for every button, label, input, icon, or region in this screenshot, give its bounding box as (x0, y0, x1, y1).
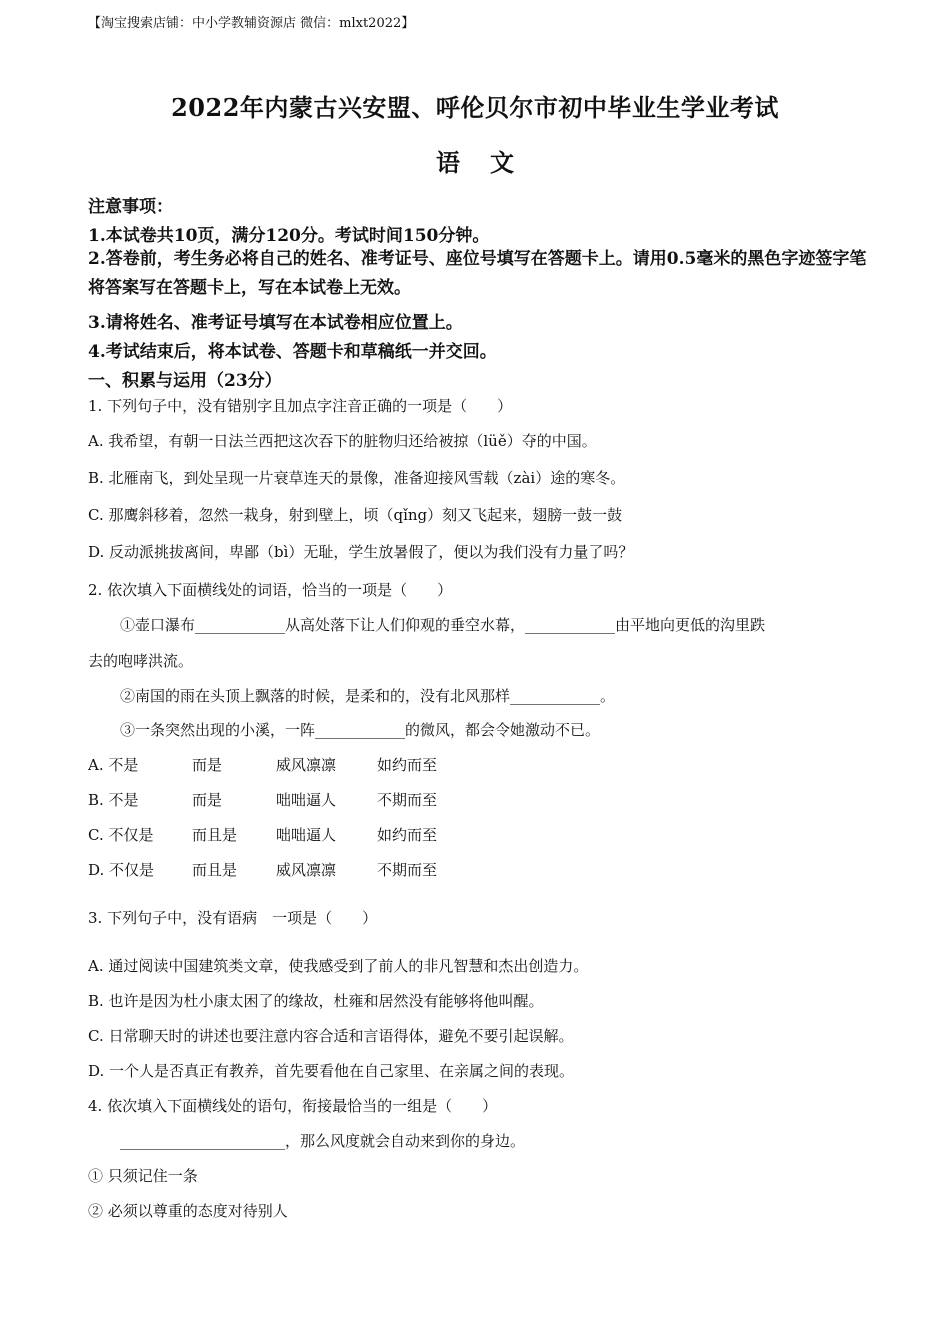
choice-row (88, 789, 437, 810)
choice-cell: B. 不是 (88, 791, 139, 809)
list-item: ① 只须记住一条 (88, 1167, 198, 1185)
choice-cell: 不期而至 (377, 861, 438, 879)
question-stem: 3. 下列句子中，没有语病 一项是（ ） (88, 909, 378, 927)
choice-row (88, 824, 437, 845)
question-stem: 2. 依次填入下面横线处的词语，恰当的一项是（ ） (88, 581, 453, 599)
option-line: A. 通过阅读中国建筑类文章，使我感受到了前人的非凡智慧和杰出创造力。 (88, 957, 589, 975)
choice-cell: 而且是 (192, 826, 238, 844)
choice-row (88, 859, 437, 880)
question-stem: 1. 下列句子中，没有错别字且加点字注音正确的一项是（ ） (88, 397, 513, 415)
choice-cell: 咄咄逼人 (276, 826, 337, 844)
option-line: D. 一个人是否真正有教养，首先要看他在自己家里、在亲属之间的表现。 (88, 1062, 575, 1080)
fill-sentence: ②南国的雨在头顶上飘落的时候，是柔和的，没有北风那样____________。 (120, 687, 616, 705)
option-line: C. 日常聊天时的讲述也要注意内容合适和言语得体，避免不要引起误解。 (88, 1027, 574, 1045)
question-stem: 4. 依次填入下面横线处的语句，衔接最恰当的一组是（ ） (88, 1097, 498, 1115)
option-line: A. 我希望，有朝一日法兰西把这次吞下的脏物归还给被掠（lüě）夺的中国。 (88, 432, 597, 450)
choice-cell: 咄咄逼人 (276, 791, 337, 809)
choice-cell: 威风凛凛 (276, 861, 337, 879)
choice-cell: C. 不仅是 (88, 826, 154, 844)
list-item: ② 必须以尊重的态度对待别人 (88, 1202, 288, 1220)
header-note: 【淘宝搜索店铺：中小学教辅资源店 微信：mlxt2022】 (88, 16, 415, 31)
choice-cell: 而是 (192, 791, 223, 809)
section-heading: 一、积累与运用（23分） (88, 371, 282, 391)
choice-row (88, 754, 437, 775)
notice-item: 4.考试结束后，将本试卷、答题卡和草稿纸一并交回。 (88, 342, 497, 362)
choice-cell: D. 不仅是 (88, 861, 155, 879)
choice-cell: 如约而至 (377, 756, 438, 774)
notice-item: 1.本试卷共10页，满分120分。考试时间150分钟。 (88, 226, 490, 246)
choice-cell: A. 不是 (88, 756, 139, 774)
choice-cell: 威风凛凛 (276, 756, 337, 774)
subject-title: 语文 (436, 148, 544, 177)
choice-cell: 而是 (192, 756, 223, 774)
option-line: D. 反动派挑拔离间，卑鄙（bì）无耻，学生放暑假了，便以为我们没有力量了吗？ (88, 543, 634, 561)
choice-cell: 如约而至 (377, 826, 438, 844)
choice-cell: 不期而至 (377, 791, 438, 809)
notice-item: 2.答卷前，考生务必将自己的姓名、准考证号、座位号填写在答题卡上。请用0.5毫米的黑色字迹签字笔将答案写在答题卡上，写在本试卷上无效。 (88, 249, 867, 298)
option-line: C. 那鹰斜移着，忽然一栽身，射到壁上，顷（qǐng）刻又飞起来，翅膀一鼓一鼓 (88, 506, 623, 524)
fill-sentence: ______________________，那么风度就会自动来到你的身边。 (120, 1132, 526, 1150)
choice-cell: 而且是 (192, 861, 238, 879)
exam-title: 2022年内蒙古兴安盟、呼伦贝尔市初中毕业生学业考试 (171, 93, 779, 122)
option-line: B. 北雁南飞，到处呈现一片衰草连天的景像，准备迎接风雪载（zài）途的寒冬。 (88, 469, 626, 487)
fill-sentence: ①壶口瀑布____________从高处落下让人们仰观的垂空水幕，____________由平地向更低的沟里跌 (120, 616, 766, 634)
notice-heading: 注意事项： (88, 197, 173, 217)
option-line: B. 也许是因为杜小康太困了的缘故，杜雍和居然没有能够将他叫醒。 (88, 992, 544, 1010)
fill-sentence: ③一条突然出现的小溪，一阵____________的微风，都会令她激动不已。 (120, 721, 601, 739)
fill-sentence: 去的咆哮洪流。 (88, 652, 194, 670)
notice-item: 3.请将姓名、准考证号填写在本试卷相应位置上。 (88, 313, 463, 333)
